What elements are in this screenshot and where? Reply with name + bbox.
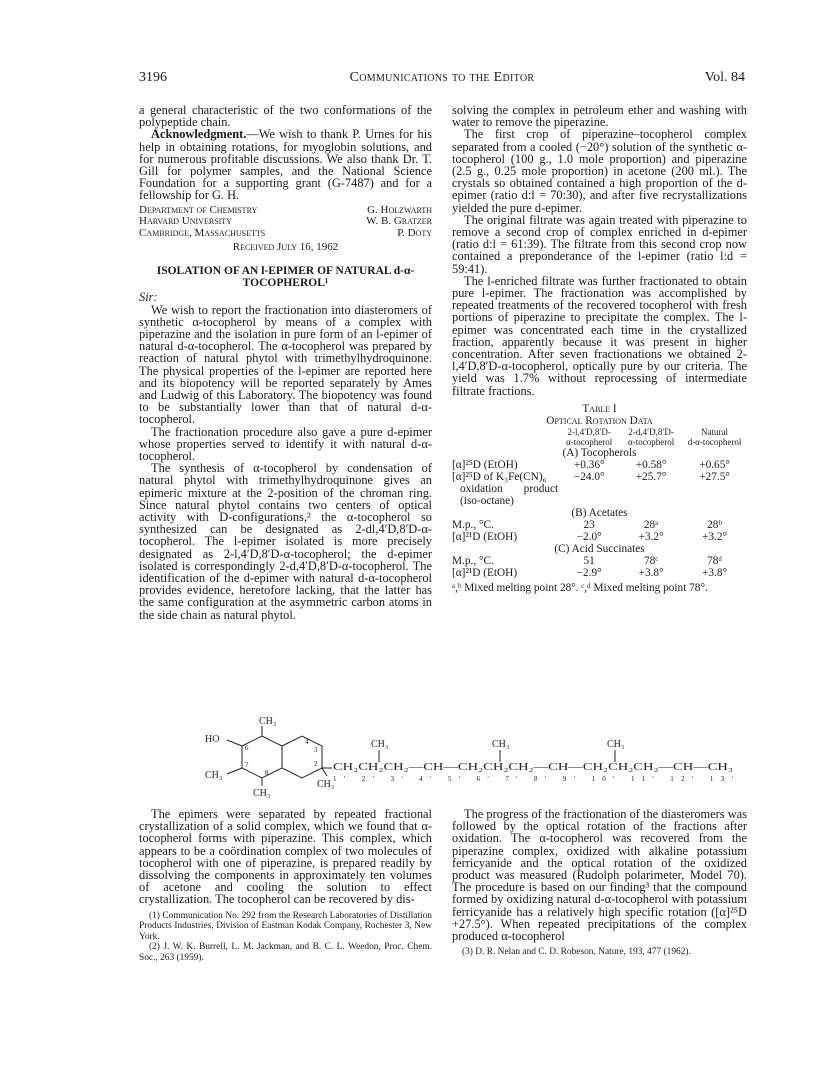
paragraph: The original filtrate was again treated with piperazine to remove a second crop of complex enriched in d-epimer (ratio d:l = 61:39). The filtrate from this second crop now contained a preponderance of the l-epimer (ratio l:d = 59:41). (452, 212, 747, 276)
ring-number: 7 (245, 761, 249, 769)
table-cell: +0.65° (699, 458, 730, 471)
paragraph: a general characteristic of the two conformations of the polypeptide chain. (139, 103, 432, 130)
paragraph: We wish to report the fractionation into diasteromers of synthetic α-tocopherol by means of a complex with piperazine and the isolation in pure form of an l-epimer of natural d-α-tocopherol. The α-tocopherol was prepared by reaction of natural phytol with trimethylhydroquinone. The physical properties of the l-epimer are reported here and its biopotency will be reported separately by Ames and Ludwig of this Laboratory. The biopotency was found to be substantially lower than that of natural d-α-tocopherol. (139, 302, 432, 427)
row-label: [α]²⁵D of K₃Fe(CN)₆ (452, 470, 547, 483)
table-header-row (452, 427, 747, 447)
methyl-label: CH₃ (205, 770, 223, 781)
section-heading: (B) Acetates (571, 506, 628, 519)
footnote: (2) J. W. K. Burrell, L. M. Jackman, and B. C. L. Weedon, Proc. Chem. Soc., 263 (1959). (139, 942, 432, 963)
paragraph: The epimers were separated by repeated fractional crystallization of a solid complex, which we found that α-tocopherol forms with piperazine. This complex, which appears to be a coördination complex of two molecules of tocopherol with one of piperazine, is prepared readily by dissolving the components in approximately ten volumes of acetone and cooling the solution to effect crystallization. The tocopherol can be recovered by dis- (139, 807, 432, 907)
row-label: [α]²¹D (EtOH) (452, 530, 518, 543)
column-header: Natural (701, 426, 729, 437)
row-label: [α]²⁵D (EtOH) (452, 458, 518, 471)
salutation: Sir: (139, 290, 158, 305)
table-cell: +3.2° (638, 530, 664, 543)
table-row (452, 531, 747, 543)
column-header: 2-l,4′D,8′D- (567, 426, 611, 437)
left-column (139, 104, 432, 621)
table-cell: −24.0° (573, 470, 605, 483)
methyl-label: CH₃ (259, 716, 277, 727)
received-date: Received July 16, 1962 (232, 241, 339, 254)
footnote: (3) D. R. Nelan and C. D. Robeson, Nature, 193, 477 (1962). (462, 947, 691, 958)
table-cell: +3.8° (702, 566, 728, 579)
table-cell: −2.0° (576, 530, 602, 543)
row-label-continuation: oxidation product (iso-octane) (460, 482, 559, 507)
table-label: Table I (582, 402, 617, 415)
table-cell: 23 (583, 518, 595, 531)
affiliation-line: Department of Chemistry (139, 203, 258, 216)
ack-text: —We wish to thank P. Urnes for his help in obtaining rotations, for myoglobin solutions, and for numerous profitable discussions. We also thank Dr. T. Gill for polymer samples, and the National Science Foundation for a supporting grant (G-7487) and for a fellowship for G. H. (139, 127, 432, 203)
table-cell: +0.58° (635, 458, 667, 471)
affiliation-line: Cambridge, Massachusetts (139, 226, 266, 239)
bond (227, 740, 242, 746)
methyl-label: CH₃ (492, 739, 510, 750)
optical-rotation-table (452, 403, 747, 594)
author-name: P. Doty (397, 226, 432, 239)
signature-block (139, 205, 432, 240)
volume-label: Vol. 84 (704, 70, 745, 85)
side-chain-formula: CH₂CH₂CH₂—CH—CH₂CH₂CH₂—CH—CH₂CH₂CH₂—CH—CH₃ (333, 762, 733, 773)
benzene-ring (242, 736, 282, 778)
methyl-label: CH₃ (317, 779, 335, 790)
bond (322, 768, 327, 776)
paragraph: The synthesis of α-tocopherol by condensation of natural phytol with trimethylhydroquinone gives an epimeric mixture at the 2-position of the chroman ring. Since natural phytol contains two centers of optical activity with D-configurations,² the α-tocopherol so synthesized can be designated as 2-dl,4′D,8′D-α-tocopherol. The l-epimer isolated is more precisely designated as 2-l,4′D,8′D-α-tocopherol; the d-epimer isolated is correspondingly 2-d,4′D,8′D-α-tocopherol. The identification of the d-epimer with natural d-α-tocopherol provides evidence, heretofore lacking, that the latter has the same configuration at the asymmetric carbon atoms in the side chain as natural phytol. (139, 461, 432, 622)
table-cell: +27.5° (699, 470, 730, 483)
footnote: (1) Communication No. 292 from the Research Laboratories of Distillation Products Industries, Division of Eastman Kodak Company, Rochester 3, New York. (139, 910, 432, 942)
affiliation-line: Harvard University (139, 215, 232, 228)
table-cell: 28ᵃ (643, 518, 659, 531)
acknowledgment (139, 128, 432, 201)
methyl-label: CH₃ (253, 788, 271, 799)
column-header: d-α-tocopherol (687, 436, 742, 447)
ring-number: 4 (305, 738, 309, 746)
table-row (452, 519, 747, 531)
ring-number: 3 (314, 746, 318, 754)
table-row (452, 567, 747, 579)
footnotes (139, 911, 432, 964)
lower-left-column (139, 808, 432, 963)
paragraph: The first crop of piperazine–tocopherol complex separated from a cooled (−20°) solution of the synthetic α-tocopherol (100 g., 1.0 mole proportion) and piperazine (2.5 g., 0.25 mole proportion) in acetone (200 ml.). The crystals so obtained contained a high proportion of the d-epimer (ratio d:l = 70:30), and after five recrystallizations yielded the pure d-epimer. (452, 127, 747, 215)
column-header: 2-d,4′D,8′D- (628, 426, 674, 437)
table-cell: +0.36° (573, 458, 605, 471)
tocopherol-structure-diagram (187, 716, 747, 799)
ring-number: 2 (314, 760, 318, 768)
row-label: M.p., °C. (452, 554, 494, 567)
carbon-numbering: 1′ 2′ 3′ 4′ 5′ 6′ 7′ 8′ 9′ 10′ 11′ 12′ 13′ (333, 775, 733, 783)
table-cell: −2.9° (576, 566, 602, 579)
hydroxyl-label: HO (205, 734, 220, 745)
section-heading: (A) Tocopherols (562, 446, 637, 459)
page-number: 3196 (139, 70, 167, 85)
footnotes (452, 947, 747, 958)
article-title: ISOLATION OF AN l-EPIMER OF NATURAL d-α-TOCOPHEROL¹ (156, 265, 415, 290)
table-caption: Optical Rotation Data (546, 414, 653, 427)
table-row (452, 555, 747, 567)
paragraph: The fractionation procedure also gave a pure d-epimer whose properties served to identify it with natural d-α-tocopherol. (139, 424, 432, 463)
lower-right-column (452, 808, 747, 958)
paragraph: solving the complex in petroleum ether and washing with water to remove the piperazine. (452, 103, 747, 130)
table-cell: 78ᶜ (644, 554, 659, 567)
ring-number: 8 (265, 769, 269, 777)
running-header (139, 70, 745, 88)
table-row (452, 459, 747, 471)
column-header: α-tocopherol (628, 436, 675, 447)
paragraph: The l-enriched filtrate was further fractionated to obtain pure l-epimer. The fractionation was accomplished by repeated treatments of the recovered tocopherol with fresh portions of piperazine to precipitate the complex. The l-epimer was concentrated each time in the crystallized fraction, apparently because it was present in higher concentration. After seven fractionations we obtained 2-l,4′D,8′D-α-tocopherol, optically pure by our criteria. The yield was 1.7% without reprocessing of intermediate filtrate fractions. (452, 273, 747, 398)
ring-number: 6 (245, 744, 249, 752)
table-cell: +25.7° (635, 470, 667, 483)
chroman-ring (282, 736, 322, 778)
table-cell: +3.2° (702, 530, 728, 543)
section-heading: (C) Acid Succinates (554, 542, 645, 555)
row-label: [α]²¹D (EtOH) (452, 566, 518, 579)
author-name: G. Holzwarth (367, 203, 432, 216)
methyl-label: CH₃ (371, 739, 389, 750)
ack-label: Acknowledgment. (151, 127, 247, 142)
table-cell: 51 (583, 554, 595, 567)
running-title: Communications to the Editor (349, 70, 535, 85)
author-name: W. B. Gratzer (366, 215, 432, 228)
table-cell: 78ᵈ (707, 554, 722, 567)
paragraph: The progress of the fractionation of the diasteromers was followed by the optical rotation of the fractions after oxidation. The α-tocopherol was recovered from the piperazine complex, oxidized with alkaline potassium ferricyanide and the optical rotation of the oxidized product was measured (Rudolph polarimeter, Model 70). The procedure is based on our finding³ that the compound formed by oxidizing natural d-α-tocopherol with potassium ferricyanide has a relatively high specific rotation ([α]²⁵D +27.5°). When repeated precipitations of the complex produced α-tocopherol (452, 807, 747, 944)
table-row (452, 471, 747, 483)
methyl-label: CH₃ (607, 739, 625, 750)
table-cell: +3.8° (638, 566, 664, 579)
row-label: M.p., °C. (452, 518, 494, 531)
right-column (452, 104, 747, 594)
bond (227, 768, 242, 774)
column-header: α-tocopherol (566, 436, 613, 447)
table-footnote: ᵃ,ᵇ Mixed melting point 28°. ᶜ,ᵈ Mixed melting point 78°. (452, 581, 708, 594)
table-cell: 28ᵇ (707, 518, 722, 531)
